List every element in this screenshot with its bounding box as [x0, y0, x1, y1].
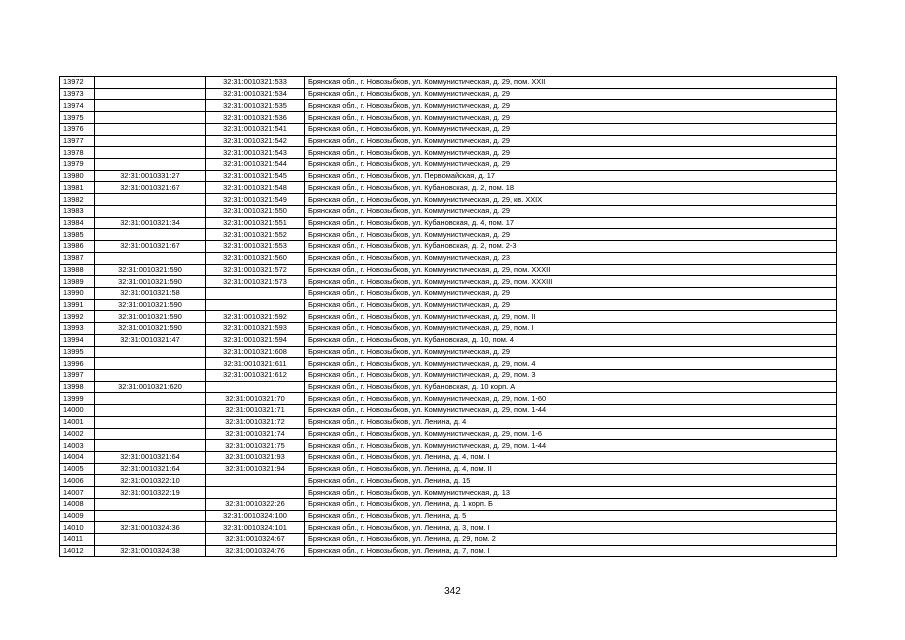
old-cadastral-number-cell: 32:31:0010321:34 [95, 217, 206, 229]
old-cadastral-number-cell: 32:31:0010321:64 [95, 463, 206, 475]
address-cell: Брянская обл., г. Новозыбков, ул. Коммунистическая, д. 29, пом. XXXIII [305, 276, 837, 288]
table-row [60, 428, 837, 440]
row-number-cell: 14001 [60, 416, 95, 428]
table-row [60, 475, 837, 487]
old-cadastral-number-cell: 32:31:0010321:590 [95, 323, 206, 335]
table-row [60, 264, 837, 276]
row-number-cell: 13999 [60, 393, 95, 405]
new-cadastral-number-cell: 32:31:0010321:74 [206, 428, 305, 440]
table-row [60, 147, 837, 159]
table-row [60, 252, 837, 264]
address-cell: Брянская обл., г. Новозыбков, ул. Коммунистическая, д. 29, пом. I [305, 323, 837, 335]
new-cadastral-number-cell: 32:31:0010321:94 [206, 463, 305, 475]
table-row [60, 135, 837, 147]
table-row [60, 510, 837, 522]
row-number-cell: 14002 [60, 428, 95, 440]
old-cadastral-number-cell: 32:31:0010322:19 [95, 487, 206, 499]
table-row [60, 416, 837, 428]
old-cadastral-number-cell [95, 147, 206, 159]
new-cadastral-number-cell: 32:31:0010321:611 [206, 358, 305, 370]
row-number-cell: 13983 [60, 205, 95, 217]
address-cell: Брянская обл., г. Новозыбков, ул. Коммунистическая, д. 29, пом. II [305, 311, 837, 323]
address-cell: Брянская обл., г. Новозыбков, ул. Коммунистическая, д. 29 [305, 123, 837, 135]
old-cadastral-number-cell [95, 405, 206, 417]
old-cadastral-number-cell [95, 534, 206, 546]
old-cadastral-number-cell [95, 440, 206, 452]
new-cadastral-number-cell: 32:31:0010321:560 [206, 252, 305, 264]
address-cell: Брянская обл., г. Новозыбков, ул. Коммунистическая, д. 29, пом. 1-44 [305, 405, 837, 417]
table-row [60, 522, 837, 534]
old-cadastral-number-cell [95, 358, 206, 370]
new-cadastral-number-cell: 32:31:0010321:536 [206, 112, 305, 124]
old-cadastral-number-cell: 32:31:0010321:64 [95, 452, 206, 464]
row-number-cell: 13972 [60, 77, 95, 89]
old-cadastral-number-cell [95, 252, 206, 264]
row-number-cell: 13980 [60, 170, 95, 182]
row-number-cell: 13998 [60, 381, 95, 393]
table-row [60, 405, 837, 417]
old-cadastral-number-cell [95, 229, 206, 241]
address-cell: Брянская обл., г. Новозыбков, ул. Кубановская, д. 4, пом. 17 [305, 217, 837, 229]
old-cadastral-number-cell [95, 112, 206, 124]
old-cadastral-number-cell [95, 77, 206, 89]
row-number-cell: 14012 [60, 545, 95, 557]
address-cell: Брянская обл., г. Новозыбков, ул. Кубановская, д. 10 корп. А [305, 381, 837, 393]
table-row [60, 287, 837, 299]
new-cadastral-number-cell: 32:31:0010321:71 [206, 405, 305, 417]
table-row [60, 159, 837, 171]
address-cell: Брянская обл., г. Новозыбков, ул. Коммунистическая, д. 29 [305, 346, 837, 358]
row-number-cell: 14006 [60, 475, 95, 487]
old-cadastral-number-cell [95, 498, 206, 510]
table-row [60, 311, 837, 323]
row-number-cell: 13993 [60, 323, 95, 335]
new-cadastral-number-cell: 32:31:0010321:553 [206, 241, 305, 253]
old-cadastral-number-cell: 32:31:0010331:27 [95, 170, 206, 182]
table-row [60, 358, 837, 370]
address-cell: Брянская обл., г. Новозыбков, ул. Ленина, д. 3, пом. I [305, 522, 837, 534]
table-row [60, 545, 837, 557]
row-number-cell: 13975 [60, 112, 95, 124]
row-number-cell: 13996 [60, 358, 95, 370]
table-row [60, 534, 837, 546]
old-cadastral-number-cell: 32:31:0010321:47 [95, 334, 206, 346]
old-cadastral-number-cell [95, 88, 206, 100]
address-cell: Брянская обл., г. Новозыбков, ул. Ленина, д. 4, пом. I [305, 452, 837, 464]
table-row [60, 100, 837, 112]
address-cell: Брянская обл., г. Новозыбков, ул. Коммунистическая, д. 29 [305, 112, 837, 124]
old-cadastral-number-cell [95, 159, 206, 171]
address-cell: Брянская обл., г. Новозыбков, ул. Коммунистическая, д. 29 [305, 229, 837, 241]
address-cell: Брянская обл., г. Новозыбков, ул. Ленина, д. 15 [305, 475, 837, 487]
old-cadastral-number-cell [95, 135, 206, 147]
row-number-cell: 14000 [60, 405, 95, 417]
new-cadastral-number-cell: 32:31:0010321:612 [206, 369, 305, 381]
address-cell: Брянская обл., г. Новозыбков, ул. Кубановская, д. 2, пом. 2-3 [305, 241, 837, 253]
old-cadastral-number-cell: 32:31:0010321:620 [95, 381, 206, 393]
table-row [60, 369, 837, 381]
old-cadastral-number-cell [95, 428, 206, 440]
address-cell: Брянская обл., г. Новозыбков, ул. Коммунистическая, д. 29 [305, 100, 837, 112]
old-cadastral-number-cell: 32:31:0010321:590 [95, 311, 206, 323]
new-cadastral-number-cell: 32:31:0010321:593 [206, 323, 305, 335]
old-cadastral-number-cell [95, 194, 206, 206]
old-cadastral-number-cell: 32:31:0010324:36 [95, 522, 206, 534]
address-cell: Брянская обл., г. Новозыбков, ул. Коммунистическая, д. 23 [305, 252, 837, 264]
row-number-cell: 13997 [60, 369, 95, 381]
new-cadastral-number-cell: 32:31:0010324:76 [206, 545, 305, 557]
row-number-cell: 13988 [60, 264, 95, 276]
new-cadastral-number-cell: 32:31:0010324:100 [206, 510, 305, 522]
old-cadastral-number-cell [95, 393, 206, 405]
row-number-cell: 13989 [60, 276, 95, 288]
new-cadastral-number-cell [206, 487, 305, 499]
address-cell: Брянская обл., г. Новозыбков, ул. Коммунистическая, д. 29, пом. 4 [305, 358, 837, 370]
page-number: 342 [444, 586, 461, 597]
address-cell: Брянская обл., г. Новозыбков, ул. Коммунистическая, д. 29 [305, 159, 837, 171]
table-row [60, 276, 837, 288]
new-cadastral-number-cell: 32:31:0010321:552 [206, 229, 305, 241]
old-cadastral-number-cell: 32:31:0010321:590 [95, 264, 206, 276]
row-number-cell: 13984 [60, 217, 95, 229]
address-cell: Брянская обл., г. Новозыбков, ул. Коммунистическая, д. 29 [305, 147, 837, 159]
row-number-cell: 13991 [60, 299, 95, 311]
row-number-cell: 13994 [60, 334, 95, 346]
table-row [60, 123, 837, 135]
table-row [60, 381, 837, 393]
new-cadastral-number-cell: 32:31:0010321:533 [206, 77, 305, 89]
table-row [60, 217, 837, 229]
registry-table [59, 76, 837, 557]
table-row [60, 170, 837, 182]
new-cadastral-number-cell: 32:31:0010321:551 [206, 217, 305, 229]
row-number-cell: 13986 [60, 241, 95, 253]
address-cell: Брянская обл., г. Новозыбков, ул. Коммунистическая, д. 29 [305, 205, 837, 217]
new-cadastral-number-cell: 32:31:0010321:608 [206, 346, 305, 358]
address-cell: Брянская обл., г. Новозыбков, ул. Ленина, д. 29, пом. 2 [305, 534, 837, 546]
address-cell: Брянская обл., г. Новозыбков, ул. Кубановская, д. 2, пом. 18 [305, 182, 837, 194]
table-row [60, 205, 837, 217]
new-cadastral-number-cell: 32:31:0010321:70 [206, 393, 305, 405]
address-cell: Брянская обл., г. Новозыбков, ул. Ленина, д. 1 корп. Б [305, 498, 837, 510]
old-cadastral-number-cell [95, 123, 206, 135]
table-row [60, 440, 837, 452]
address-cell: Брянская обл., г. Новозыбков, ул. Коммунистическая, д. 29, пом. 1-44 [305, 440, 837, 452]
new-cadastral-number-cell: 32:31:0010321:541 [206, 123, 305, 135]
new-cadastral-number-cell: 32:31:0010324:67 [206, 534, 305, 546]
old-cadastral-number-cell [95, 100, 206, 112]
new-cadastral-number-cell: 32:31:0010321:572 [206, 264, 305, 276]
old-cadastral-number-cell: 32:31:0010321:67 [95, 182, 206, 194]
new-cadastral-number-cell: 32:31:0010321:550 [206, 205, 305, 217]
row-number-cell: 13973 [60, 88, 95, 100]
table-row [60, 112, 837, 124]
address-cell: Брянская обл., г. Новозыбков, ул. Коммунистическая, д. 29, пом. 1-6 [305, 428, 837, 440]
old-cadastral-number-cell: 32:31:0010321:67 [95, 241, 206, 253]
old-cadastral-number-cell [95, 510, 206, 522]
row-number-cell: 14010 [60, 522, 95, 534]
new-cadastral-number-cell: 32:31:0010321:93 [206, 452, 305, 464]
registry-table-body [60, 77, 837, 557]
new-cadastral-number-cell: 32:31:0010321:545 [206, 170, 305, 182]
row-number-cell: 14005 [60, 463, 95, 475]
row-number-cell: 13985 [60, 229, 95, 241]
address-cell: Брянская обл., г. Новозыбков, ул. Первомайская, д. 17 [305, 170, 837, 182]
address-cell: Брянская обл., г. Новозыбков, ул. Ленина, д. 7, пом. I [305, 545, 837, 557]
row-number-cell: 13976 [60, 123, 95, 135]
row-number-cell: 13990 [60, 287, 95, 299]
address-cell: Брянская обл., г. Новозыбков, ул. Коммунистическая, д. 29, кв. XXIX [305, 194, 837, 206]
row-number-cell: 13992 [60, 311, 95, 323]
row-number-cell: 14009 [60, 510, 95, 522]
address-cell: Брянская обл., г. Новозыбков, ул. Коммунистическая, д. 29 [305, 299, 837, 311]
row-number-cell: 13995 [60, 346, 95, 358]
new-cadastral-number-cell: 32:31:0010321:592 [206, 311, 305, 323]
row-number-cell: 13982 [60, 194, 95, 206]
old-cadastral-number-cell [95, 205, 206, 217]
table-row [60, 229, 837, 241]
table-row [60, 463, 837, 475]
row-number-cell: 14007 [60, 487, 95, 499]
table-row [60, 182, 837, 194]
new-cadastral-number-cell: 32:31:0010321:594 [206, 334, 305, 346]
new-cadastral-number-cell: 32:31:0010321:544 [206, 159, 305, 171]
old-cadastral-number-cell: 32:31:0010321:590 [95, 299, 206, 311]
row-number-cell: 13987 [60, 252, 95, 264]
address-cell: Брянская обл., г. Новозыбков, ул. Коммунистическая, д. 29, пом. XXII [305, 77, 837, 89]
new-cadastral-number-cell: 32:31:0010321:72 [206, 416, 305, 428]
new-cadastral-number-cell [206, 381, 305, 393]
table-row [60, 323, 837, 335]
table-row [60, 88, 837, 100]
new-cadastral-number-cell: 32:31:0010321:75 [206, 440, 305, 452]
row-number-cell: 13977 [60, 135, 95, 147]
old-cadastral-number-cell [95, 369, 206, 381]
address-cell: Брянская обл., г. Новозыбков, ул. Коммунистическая, д. 13 [305, 487, 837, 499]
table-row [60, 452, 837, 464]
table-row [60, 241, 837, 253]
row-number-cell: 13979 [60, 159, 95, 171]
new-cadastral-number-cell: 32:31:0010321:543 [206, 147, 305, 159]
address-cell: Брянская обл., г. Новозыбков, ул. Коммунистическая, д. 29, пом. 1-60 [305, 393, 837, 405]
old-cadastral-number-cell: 32:31:0010324:38 [95, 545, 206, 557]
new-cadastral-number-cell [206, 299, 305, 311]
old-cadastral-number-cell [95, 346, 206, 358]
table-row [60, 346, 837, 358]
row-number-cell: 14011 [60, 534, 95, 546]
row-number-cell: 14008 [60, 498, 95, 510]
new-cadastral-number-cell: 32:31:0010321:549 [206, 194, 305, 206]
row-number-cell: 13974 [60, 100, 95, 112]
address-cell: Брянская обл., г. Новозыбков, ул. Ленина, д. 5 [305, 510, 837, 522]
new-cadastral-number-cell: 32:31:0010324:101 [206, 522, 305, 534]
address-cell: Брянская обл., г. Новозыбков, ул. Коммунистическая, д. 29 [305, 135, 837, 147]
table-row [60, 487, 837, 499]
table-row [60, 77, 837, 89]
old-cadastral-number-cell: 32:31:0010322:10 [95, 475, 206, 487]
table-row [60, 498, 837, 510]
row-number-cell: 13981 [60, 182, 95, 194]
row-number-cell: 14004 [60, 452, 95, 464]
table-row [60, 194, 837, 206]
table-row [60, 299, 837, 311]
address-cell: Брянская обл., г. Новозыбков, ул. Коммунистическая, д. 29 [305, 287, 837, 299]
address-cell: Брянская обл., г. Новозыбков, ул. Ленина, д. 4, пом. II [305, 463, 837, 475]
old-cadastral-number-cell [95, 416, 206, 428]
old-cadastral-number-cell: 32:31:0010321:58 [95, 287, 206, 299]
new-cadastral-number-cell: 32:31:0010321:535 [206, 100, 305, 112]
new-cadastral-number-cell: 32:31:0010321:534 [206, 88, 305, 100]
address-cell: Брянская обл., г. Новозыбков, ул. Коммунистическая, д. 29, пом. XXXII [305, 264, 837, 276]
table-row [60, 334, 837, 346]
address-cell: Брянская обл., г. Новозыбков, ул. Коммунистическая, д. 29, пом. 3 [305, 369, 837, 381]
table-row [60, 393, 837, 405]
new-cadastral-number-cell [206, 287, 305, 299]
new-cadastral-number-cell: 32:31:0010321:548 [206, 182, 305, 194]
new-cadastral-number-cell: 32:31:0010322:26 [206, 498, 305, 510]
address-cell: Брянская обл., г. Новозыбков, ул. Кубановская, д. 10, пом. 4 [305, 334, 837, 346]
new-cadastral-number-cell [206, 475, 305, 487]
address-cell: Брянская обл., г. Новозыбков, ул. Ленина, д. 4 [305, 416, 837, 428]
address-cell: Брянская обл., г. Новозыбков, ул. Коммунистическая, д. 29 [305, 88, 837, 100]
old-cadastral-number-cell: 32:31:0010321:590 [95, 276, 206, 288]
new-cadastral-number-cell: 32:31:0010321:573 [206, 276, 305, 288]
new-cadastral-number-cell: 32:31:0010321:542 [206, 135, 305, 147]
row-number-cell: 14003 [60, 440, 95, 452]
row-number-cell: 13978 [60, 147, 95, 159]
